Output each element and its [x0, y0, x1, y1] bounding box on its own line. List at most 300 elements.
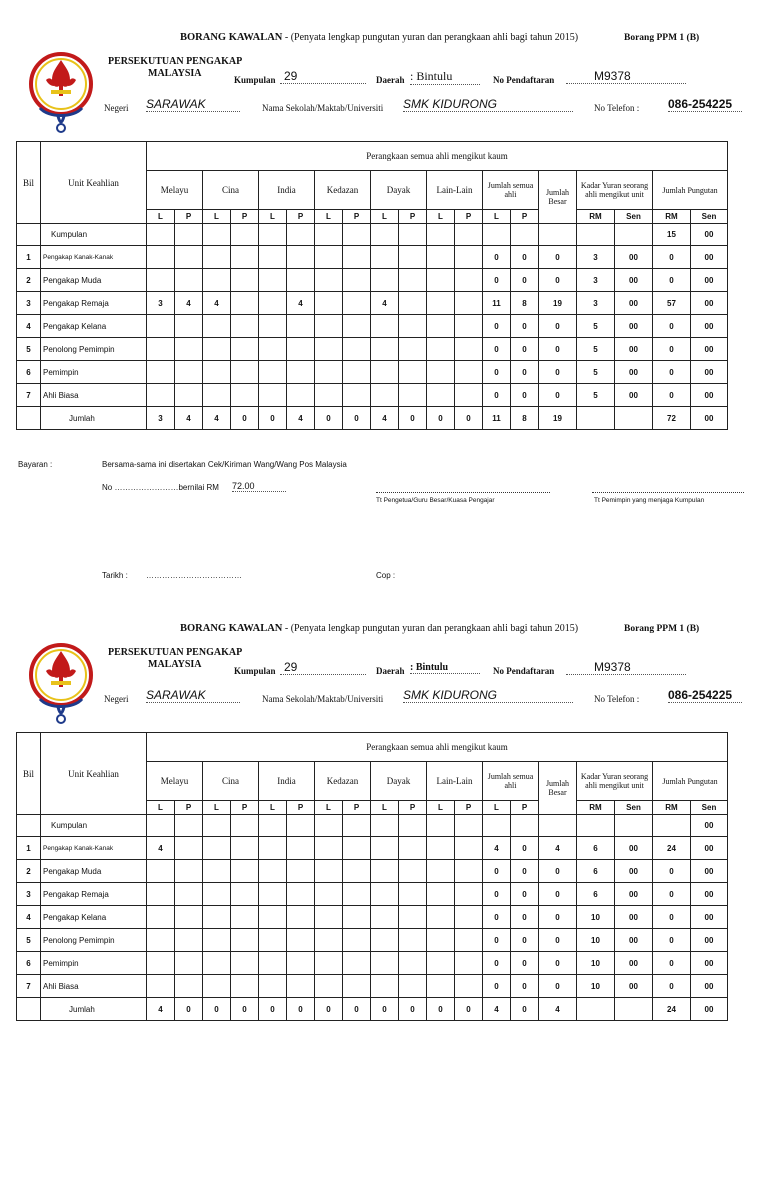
data-cell[interactable]: 0 [653, 860, 691, 883]
data-cell[interactable] [259, 338, 287, 361]
data-cell[interactable]: 00 [691, 246, 728, 269]
signature-line-leader[interactable] [592, 492, 744, 493]
data-cell[interactable] [315, 338, 343, 361]
data-cell[interactable]: 8 [511, 407, 539, 430]
data-cell[interactable] [315, 975, 343, 998]
data-cell[interactable] [371, 315, 399, 338]
data-cell[interactable] [259, 815, 287, 837]
sekolah-field[interactable]: SMK KIDURONG [403, 97, 573, 112]
data-cell[interactable]: 3 [147, 407, 175, 430]
data-cell[interactable] [175, 906, 203, 929]
data-cell[interactable]: 00 [691, 269, 728, 292]
data-cell[interactable] [371, 384, 399, 407]
data-cell[interactable] [427, 952, 455, 975]
data-cell[interactable] [343, 837, 371, 860]
data-cell[interactable]: 4 [147, 837, 175, 860]
negeri-field[interactable]: SARAWAK [146, 97, 240, 112]
data-cell[interactable] [315, 929, 343, 952]
data-cell[interactable]: 00 [615, 837, 653, 860]
data-cell[interactable] [343, 906, 371, 929]
data-cell[interactable]: 72 [653, 407, 691, 430]
data-cell[interactable]: 0 [653, 883, 691, 906]
data-cell[interactable] [427, 883, 455, 906]
telefon-field[interactable]: 086-254225 [668, 97, 742, 112]
data-cell[interactable]: 5 [577, 361, 615, 384]
data-cell[interactable]: 00 [615, 975, 653, 998]
data-cell[interactable] [455, 338, 483, 361]
data-cell[interactable]: 0 [511, 929, 539, 952]
data-cell[interactable]: 4 [203, 292, 231, 315]
data-cell[interactable]: 57 [653, 292, 691, 315]
data-cell[interactable] [203, 224, 231, 246]
data-cell[interactable] [259, 929, 287, 952]
data-cell[interactable]: 19 [539, 407, 577, 430]
data-cell[interactable]: 0 [427, 998, 455, 1021]
data-cell[interactable]: 4 [147, 998, 175, 1021]
data-cell[interactable]: 00 [615, 860, 653, 883]
data-cell[interactable] [231, 269, 259, 292]
data-cell[interactable]: 0 [511, 269, 539, 292]
data-cell[interactable]: 10 [577, 929, 615, 952]
data-cell[interactable] [483, 815, 511, 837]
data-cell[interactable] [653, 815, 691, 837]
data-cell[interactable] [175, 269, 203, 292]
data-cell[interactable] [315, 361, 343, 384]
data-cell[interactable]: 0 [259, 998, 287, 1021]
data-cell[interactable] [259, 361, 287, 384]
data-cell[interactable] [147, 975, 175, 998]
data-cell[interactable] [175, 315, 203, 338]
telefon-field[interactable]: 086-254225 [668, 688, 742, 703]
data-cell[interactable]: 00 [691, 384, 728, 407]
data-cell[interactable]: 0 [483, 860, 511, 883]
data-cell[interactable] [175, 224, 203, 246]
data-cell[interactable]: 0 [539, 384, 577, 407]
data-cell[interactable] [343, 384, 371, 407]
data-cell[interactable] [343, 883, 371, 906]
data-cell[interactable] [315, 315, 343, 338]
data-cell[interactable] [287, 224, 315, 246]
data-cell[interactable]: 0 [539, 315, 577, 338]
data-cell[interactable]: 4 [175, 292, 203, 315]
data-cell[interactable]: 0 [371, 998, 399, 1021]
data-cell[interactable] [231, 883, 259, 906]
data-cell[interactable] [343, 361, 371, 384]
data-cell[interactable] [203, 815, 231, 837]
data-cell[interactable]: 00 [691, 224, 728, 246]
data-cell[interactable] [399, 975, 427, 998]
data-cell[interactable] [287, 837, 315, 860]
daerah-field[interactable]: : Bintulu [410, 69, 480, 85]
data-cell[interactable]: 0 [483, 269, 511, 292]
data-cell[interactable]: 00 [691, 975, 728, 998]
data-cell[interactable]: 5 [577, 338, 615, 361]
data-cell[interactable] [455, 384, 483, 407]
data-cell[interactable]: 00 [691, 292, 728, 315]
data-cell[interactable]: 0 [539, 269, 577, 292]
data-cell[interactable] [203, 246, 231, 269]
data-cell[interactable] [455, 975, 483, 998]
data-cell[interactable] [371, 929, 399, 952]
data-cell[interactable] [371, 246, 399, 269]
data-cell[interactable]: 0 [455, 407, 483, 430]
data-cell[interactable]: 0 [483, 338, 511, 361]
data-cell[interactable]: 4 [483, 837, 511, 860]
data-cell[interactable]: 00 [615, 269, 653, 292]
data-cell[interactable]: 0 [653, 975, 691, 998]
data-cell[interactable]: 4 [483, 998, 511, 1021]
data-cell[interactable]: 0 [511, 338, 539, 361]
data-cell[interactable] [577, 407, 615, 430]
pendaftaran-field[interactable]: M9378 [566, 660, 686, 675]
data-cell[interactable]: 6 [577, 837, 615, 860]
data-cell[interactable] [399, 837, 427, 860]
data-cell[interactable]: 00 [691, 998, 728, 1021]
data-cell[interactable] [371, 837, 399, 860]
data-cell[interactable] [259, 269, 287, 292]
data-cell[interactable] [577, 224, 615, 246]
data-cell[interactable] [147, 883, 175, 906]
data-cell[interactable] [287, 815, 315, 837]
data-cell[interactable] [259, 292, 287, 315]
data-cell[interactable] [231, 975, 259, 998]
data-cell[interactable] [455, 906, 483, 929]
data-cell[interactable] [147, 315, 175, 338]
data-cell[interactable] [455, 815, 483, 837]
data-cell[interactable] [539, 224, 577, 246]
data-cell[interactable]: 0 [539, 975, 577, 998]
data-cell[interactable] [203, 315, 231, 338]
data-cell[interactable] [371, 883, 399, 906]
data-cell[interactable] [343, 975, 371, 998]
data-cell[interactable] [315, 906, 343, 929]
data-cell[interactable]: 00 [615, 906, 653, 929]
data-cell[interactable] [539, 815, 577, 837]
data-cell[interactable]: 00 [691, 883, 728, 906]
data-cell[interactable]: 0 [511, 906, 539, 929]
data-cell[interactable] [615, 224, 653, 246]
data-cell[interactable]: 3 [577, 246, 615, 269]
data-cell[interactable] [343, 815, 371, 837]
data-cell[interactable]: 3 [577, 269, 615, 292]
data-cell[interactable]: 0 [175, 998, 203, 1021]
data-cell[interactable]: 0 [343, 407, 371, 430]
data-cell[interactable] [427, 815, 455, 837]
data-cell[interactable] [287, 315, 315, 338]
data-cell[interactable] [455, 224, 483, 246]
data-cell[interactable] [371, 338, 399, 361]
data-cell[interactable]: 0 [511, 952, 539, 975]
data-cell[interactable]: 0 [483, 384, 511, 407]
data-cell[interactable]: 4 [175, 407, 203, 430]
data-cell[interactable]: 0 [511, 975, 539, 998]
data-cell[interactable] [427, 246, 455, 269]
data-cell[interactable]: 0 [399, 998, 427, 1021]
data-cell[interactable] [147, 952, 175, 975]
data-cell[interactable]: 0 [511, 384, 539, 407]
data-cell[interactable] [615, 998, 653, 1021]
data-cell[interactable] [371, 815, 399, 837]
data-cell[interactable]: 0 [511, 883, 539, 906]
data-cell[interactable]: 0 [539, 929, 577, 952]
data-cell[interactable]: 0 [483, 246, 511, 269]
data-cell[interactable] [147, 860, 175, 883]
data-cell[interactable] [287, 246, 315, 269]
data-cell[interactable] [231, 906, 259, 929]
data-cell[interactable] [399, 246, 427, 269]
data-cell[interactable]: 00 [691, 815, 728, 837]
data-cell[interactable]: 00 [691, 361, 728, 384]
data-cell[interactable] [315, 860, 343, 883]
data-cell[interactable] [259, 837, 287, 860]
data-cell[interactable] [287, 269, 315, 292]
data-cell[interactable]: 00 [615, 929, 653, 952]
data-cell[interactable] [427, 975, 455, 998]
data-cell[interactable] [147, 338, 175, 361]
data-cell[interactable]: 24 [653, 837, 691, 860]
data-cell[interactable]: 4 [371, 407, 399, 430]
data-cell[interactable] [399, 338, 427, 361]
data-cell[interactable] [455, 929, 483, 952]
data-cell[interactable] [203, 975, 231, 998]
data-cell[interactable]: 0 [539, 246, 577, 269]
data-cell[interactable] [343, 929, 371, 952]
kumpulan-field[interactable]: 29 [280, 660, 366, 675]
data-cell[interactable] [577, 815, 615, 837]
data-cell[interactable] [175, 952, 203, 975]
data-cell[interactable] [371, 952, 399, 975]
data-cell[interactable] [427, 384, 455, 407]
data-cell[interactable]: 0 [483, 952, 511, 975]
data-cell[interactable]: 6 [577, 860, 615, 883]
data-cell[interactable] [287, 906, 315, 929]
data-cell[interactable]: 0 [653, 361, 691, 384]
data-cell[interactable] [315, 246, 343, 269]
data-cell[interactable] [287, 361, 315, 384]
data-cell[interactable]: 4 [371, 292, 399, 315]
data-cell[interactable] [231, 338, 259, 361]
data-cell[interactable]: 0 [511, 860, 539, 883]
data-cell[interactable] [175, 929, 203, 952]
data-cell[interactable]: 15 [653, 224, 691, 246]
data-cell[interactable]: 11 [483, 407, 511, 430]
data-cell[interactable]: 0 [653, 315, 691, 338]
data-cell[interactable]: 4 [539, 837, 577, 860]
data-cell[interactable] [203, 338, 231, 361]
data-cell[interactable] [371, 860, 399, 883]
data-cell[interactable] [147, 815, 175, 837]
data-cell[interactable] [259, 883, 287, 906]
data-cell[interactable] [231, 361, 259, 384]
data-cell[interactable]: 0 [483, 883, 511, 906]
data-cell[interactable] [231, 224, 259, 246]
data-cell[interactable]: 00 [691, 860, 728, 883]
data-cell[interactable]: 3 [147, 292, 175, 315]
data-cell[interactable] [231, 929, 259, 952]
data-cell[interactable] [399, 906, 427, 929]
data-cell[interactable] [175, 246, 203, 269]
data-cell[interactable] [427, 315, 455, 338]
data-cell[interactable]: 00 [615, 361, 653, 384]
data-cell[interactable]: 10 [577, 952, 615, 975]
data-cell[interactable]: 0 [539, 883, 577, 906]
data-cell[interactable] [203, 860, 231, 883]
data-cell[interactable] [399, 384, 427, 407]
data-cell[interactable]: 0 [343, 998, 371, 1021]
data-cell[interactable]: 0 [483, 315, 511, 338]
data-cell[interactable] [399, 815, 427, 837]
data-cell[interactable] [343, 224, 371, 246]
data-cell[interactable] [371, 361, 399, 384]
data-cell[interactable] [231, 384, 259, 407]
data-cell[interactable] [343, 246, 371, 269]
data-cell[interactable] [399, 315, 427, 338]
data-cell[interactable]: 0 [511, 837, 539, 860]
data-cell[interactable] [427, 837, 455, 860]
data-cell[interactable]: 0 [483, 906, 511, 929]
data-cell[interactable]: 0 [315, 407, 343, 430]
signature-line-principal[interactable] [376, 492, 550, 493]
data-cell[interactable] [577, 998, 615, 1021]
data-cell[interactable] [399, 860, 427, 883]
data-cell[interactable] [399, 292, 427, 315]
data-cell[interactable] [147, 929, 175, 952]
data-cell[interactable] [175, 975, 203, 998]
data-cell[interactable] [455, 361, 483, 384]
data-cell[interactable]: 0 [653, 906, 691, 929]
data-cell[interactable] [203, 269, 231, 292]
data-cell[interactable] [259, 224, 287, 246]
data-cell[interactable] [455, 837, 483, 860]
data-cell[interactable] [287, 929, 315, 952]
data-cell[interactable] [455, 315, 483, 338]
data-cell[interactable]: 00 [615, 246, 653, 269]
data-cell[interactable] [203, 384, 231, 407]
data-cell[interactable] [343, 860, 371, 883]
payment-amount[interactable]: 72.00 [232, 481, 286, 492]
data-cell[interactable] [231, 860, 259, 883]
tarikh-field[interactable]: ……………………………… [146, 571, 242, 580]
data-cell[interactable] [147, 361, 175, 384]
data-cell[interactable] [231, 315, 259, 338]
data-cell[interactable] [511, 224, 539, 246]
data-cell[interactable] [399, 883, 427, 906]
data-cell[interactable]: 3 [577, 292, 615, 315]
data-cell[interactable] [175, 361, 203, 384]
data-cell[interactable]: 0 [511, 246, 539, 269]
data-cell[interactable]: 00 [691, 906, 728, 929]
data-cell[interactable]: 0 [455, 998, 483, 1021]
data-cell[interactable]: 24 [653, 998, 691, 1021]
data-cell[interactable]: 4 [539, 998, 577, 1021]
data-cell[interactable]: 0 [511, 361, 539, 384]
data-cell[interactable] [455, 292, 483, 315]
data-cell[interactable] [343, 315, 371, 338]
data-cell[interactable] [343, 952, 371, 975]
data-cell[interactable] [147, 269, 175, 292]
data-cell[interactable]: 00 [691, 952, 728, 975]
data-cell[interactable] [175, 815, 203, 837]
data-cell[interactable] [175, 384, 203, 407]
data-cell[interactable] [371, 269, 399, 292]
data-cell[interactable] [615, 815, 653, 837]
data-cell[interactable] [259, 906, 287, 929]
kumpulan-field[interactable]: 29 [280, 69, 366, 84]
data-cell[interactable] [455, 952, 483, 975]
pendaftaran-field[interactable]: M9378 [566, 69, 686, 84]
data-cell[interactable] [427, 929, 455, 952]
data-cell[interactable] [203, 361, 231, 384]
data-cell[interactable] [287, 952, 315, 975]
data-cell[interactable] [203, 929, 231, 952]
data-cell[interactable] [343, 292, 371, 315]
data-cell[interactable] [427, 860, 455, 883]
data-cell[interactable] [175, 883, 203, 906]
data-cell[interactable]: 0 [315, 998, 343, 1021]
data-cell[interactable] [147, 224, 175, 246]
data-cell[interactable]: 00 [691, 929, 728, 952]
data-cell[interactable] [427, 292, 455, 315]
data-cell[interactable]: 0 [653, 952, 691, 975]
data-cell[interactable]: 0 [287, 998, 315, 1021]
data-cell[interactable] [203, 906, 231, 929]
data-cell[interactable] [455, 246, 483, 269]
data-cell[interactable]: 00 [615, 338, 653, 361]
data-cell[interactable] [287, 384, 315, 407]
data-cell[interactable] [231, 815, 259, 837]
data-cell[interactable] [371, 975, 399, 998]
data-cell[interactable] [175, 860, 203, 883]
data-cell[interactable] [287, 975, 315, 998]
data-cell[interactable]: 0 [511, 315, 539, 338]
data-cell[interactable]: 8 [511, 292, 539, 315]
data-cell[interactable]: 0 [539, 952, 577, 975]
data-cell[interactable] [203, 883, 231, 906]
data-cell[interactable] [427, 224, 455, 246]
data-cell[interactable]: 00 [615, 883, 653, 906]
data-cell[interactable] [147, 246, 175, 269]
data-cell[interactable]: 0 [653, 338, 691, 361]
data-cell[interactable] [175, 338, 203, 361]
data-cell[interactable]: 00 [615, 292, 653, 315]
data-cell[interactable] [427, 906, 455, 929]
data-cell[interactable]: 0 [653, 384, 691, 407]
data-cell[interactable] [231, 246, 259, 269]
data-cell[interactable] [259, 384, 287, 407]
data-cell[interactable]: 0 [231, 407, 259, 430]
data-cell[interactable]: 0 [539, 860, 577, 883]
data-cell[interactable]: 0 [483, 361, 511, 384]
data-cell[interactable] [315, 952, 343, 975]
data-cell[interactable]: 0 [399, 407, 427, 430]
data-cell[interactable]: 11 [483, 292, 511, 315]
data-cell[interactable]: 0 [427, 407, 455, 430]
data-cell[interactable]: 00 [691, 407, 728, 430]
data-cell[interactable] [259, 860, 287, 883]
data-cell[interactable]: 5 [577, 315, 615, 338]
data-cell[interactable]: 10 [577, 906, 615, 929]
data-cell[interactable]: 00 [615, 384, 653, 407]
data-cell[interactable] [371, 224, 399, 246]
data-cell[interactable] [231, 292, 259, 315]
data-cell[interactable] [147, 906, 175, 929]
data-cell[interactable] [343, 269, 371, 292]
data-cell[interactable]: 4 [287, 292, 315, 315]
data-cell[interactable] [287, 860, 315, 883]
data-cell[interactable] [427, 361, 455, 384]
data-cell[interactable]: 0 [539, 906, 577, 929]
data-cell[interactable] [315, 815, 343, 837]
